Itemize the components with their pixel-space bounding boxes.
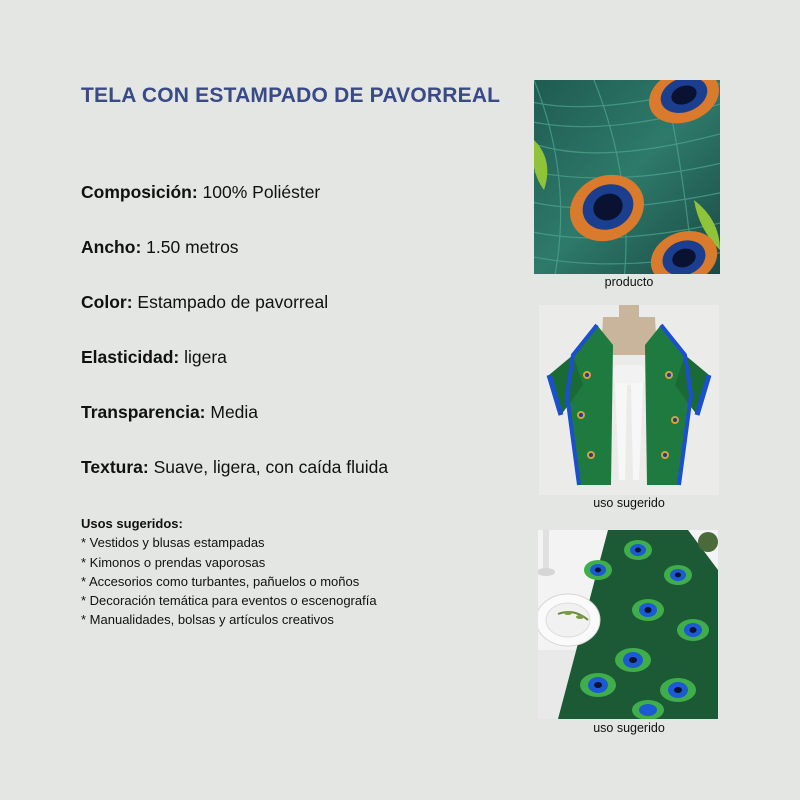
table-runner-image [538,530,718,719]
list-item: * Vestidos y blusas estampadas [81,535,265,551]
spec-label: Textura: [81,457,149,477]
spec-texture [81,456,521,511]
spec-label: Color: [81,292,133,312]
spec-value: Media [210,402,259,422]
list-item: * Decoración temática para eventos o escenografía [81,593,377,609]
spec-width [81,236,521,291]
spec-value: 1.50 metros [146,237,239,257]
spec-label: Elasticidad: [81,347,180,367]
image-caption: producto [604,275,654,289]
suggested-uses-heading: Usos sugeridos: [81,516,183,531]
list-item: * Manualidades, bolsas y artículos creativos [81,612,334,628]
product-image [534,80,720,274]
spec-value: 100% Poliéster [202,182,321,202]
spec-value: Suave, ligera, con caída fluida [153,457,389,477]
spec-color [81,291,521,346]
page-title: TELA CON ESTAMPADO DE PAVORREAL [81,84,501,107]
spec-value: ligera [184,347,227,367]
spec-transparency [81,401,521,456]
list-item: * Kimonos o prendas vaporosas [81,554,266,570]
kimono-image [539,305,719,495]
image-caption: uso sugerido [593,721,665,735]
spec-value: Estampado de pavorreal [137,292,329,312]
spec-list [81,181,521,511]
suggested-uses [81,514,377,630]
spec-elasticity [81,346,521,401]
spec-composition [81,181,521,236]
spec-label: Transparencia: [81,402,206,422]
spec-label: Ancho: [81,237,142,257]
spec-label: Composición: [81,182,198,202]
list-item: * Accesorios como turbantes, pañuelos o moños [81,573,360,589]
image-caption: uso sugerido [593,496,665,510]
